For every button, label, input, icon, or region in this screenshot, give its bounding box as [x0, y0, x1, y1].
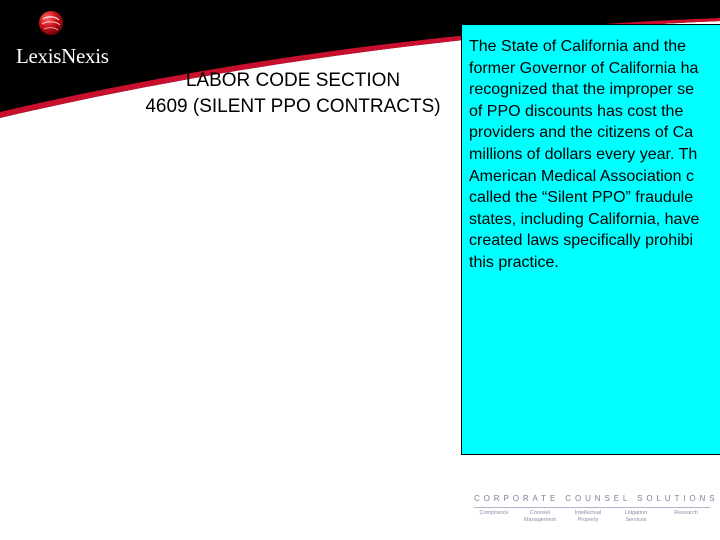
footer-item-text: Compliance	[479, 510, 509, 516]
body-line: providers and the citizens of Ca	[469, 124, 694, 142]
slide-title	[128, 68, 458, 120]
body-line: this practice.	[469, 253, 559, 271]
body-text-box	[461, 24, 720, 455]
body-line: recognized that the improper se	[469, 81, 695, 99]
footer-brand	[470, 494, 719, 530]
body-line: former Governor of California ha	[469, 59, 699, 77]
body-line: The State of California and the	[469, 38, 687, 55]
footer-item-text: Counsel	[529, 510, 551, 516]
slide-title-line-1: LABOR CODE SECTION	[185, 70, 401, 91]
footer-item-text: Research	[674, 510, 698, 516]
footer-item-intellectual-property	[568, 510, 608, 523]
footer-item-counsel-management	[520, 510, 560, 523]
body-paragraph	[469, 36, 720, 274]
footer-item-text: Intellectual	[574, 510, 602, 516]
body-line: of PPO discounts has cost the	[469, 102, 684, 120]
footer-item-litigation-services	[616, 510, 656, 523]
footer-item-compliance	[474, 510, 514, 517]
body-line: millions of dollars every year. Th	[469, 145, 698, 163]
logo-sphere-icon	[38, 10, 64, 36]
footer-item-text: Management	[523, 516, 557, 523]
footer-title: CORPORATE COUNSEL SOLUTIONS	[474, 494, 719, 503]
footer-item-text: Property	[577, 516, 599, 523]
footer-item-research	[666, 510, 706, 517]
logo-wordmark: LexisNexis	[16, 44, 109, 68]
footer-item-text: Litigation	[624, 510, 648, 516]
lexisnexis-logo	[12, 8, 122, 68]
body-line: states, including California, have	[469, 210, 700, 228]
body-line: created laws specifically prohibi	[469, 232, 694, 250]
body-line: American Medical Association c	[469, 167, 694, 185]
footer-item-text: Services	[625, 516, 647, 523]
body-line: called the “Silent PPO” fraudule	[469, 189, 694, 207]
footer-divider	[474, 507, 710, 508]
slide-title-line-2: 4609 (SILENT PPO CONTRACTS)	[145, 96, 441, 117]
